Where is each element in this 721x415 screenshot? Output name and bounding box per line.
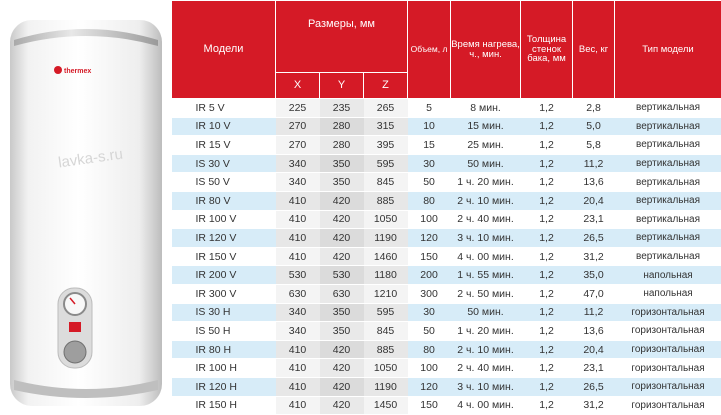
cell-model: IR 100 V xyxy=(172,210,276,229)
table-row xyxy=(172,117,721,136)
indicator-light-icon xyxy=(69,322,81,332)
cell-model: IR 120 H xyxy=(172,377,276,396)
cell-wall-thickness: 1,2 xyxy=(521,210,573,229)
cell-volume: 100 xyxy=(408,359,451,378)
header-x: X xyxy=(276,73,320,99)
cell-x: 410 xyxy=(276,210,320,229)
cell-x: 340 xyxy=(276,303,320,322)
cell-model: IS 50 V xyxy=(172,173,276,192)
spec-table xyxy=(171,0,721,415)
table-row xyxy=(172,266,721,285)
cell-heating-time: 2 ч. 10 мин. xyxy=(451,191,521,210)
cell-heating-time: 25 мин. xyxy=(451,136,521,155)
cell-volume: 100 xyxy=(408,210,451,229)
cell-type: горизонтальная xyxy=(615,303,721,322)
cell-wall-thickness: 1,2 xyxy=(521,266,573,285)
cell-type: горизонтальная xyxy=(615,322,721,341)
cell-type: вертикальная xyxy=(615,229,721,248)
cell-y: 350 xyxy=(320,173,364,192)
cell-y: 350 xyxy=(320,303,364,322)
cell-model: IS 30 V xyxy=(172,154,276,173)
cell-model: IR 5 V xyxy=(172,99,276,118)
cell-type: горизонтальная xyxy=(615,396,721,415)
cell-z: 1460 xyxy=(364,247,408,266)
cell-y: 420 xyxy=(320,247,364,266)
table-header xyxy=(172,1,721,99)
cell-z: 1050 xyxy=(364,359,408,378)
cell-y: 280 xyxy=(320,117,364,136)
cell-weight: 20,4 xyxy=(573,191,615,210)
cell-type: вертикальная xyxy=(615,136,721,155)
cell-x: 340 xyxy=(276,173,320,192)
cell-volume: 15 xyxy=(408,136,451,155)
cell-heating-time: 1 ч. 55 мин. xyxy=(451,266,521,285)
cell-weight: 35,0 xyxy=(573,266,615,285)
table-row xyxy=(172,247,721,266)
cell-x: 410 xyxy=(276,340,320,359)
cell-y: 235 xyxy=(320,99,364,118)
table-row xyxy=(172,229,721,248)
cell-y: 420 xyxy=(320,210,364,229)
cell-model: IR 300 V xyxy=(172,284,276,303)
cell-z: 315 xyxy=(364,117,408,136)
cell-z: 1190 xyxy=(364,229,408,248)
cell-x: 410 xyxy=(276,396,320,415)
table-row xyxy=(172,136,721,155)
cell-y: 420 xyxy=(320,229,364,248)
cell-type: горизонтальная xyxy=(615,377,721,396)
table-body xyxy=(172,99,721,415)
cell-volume: 50 xyxy=(408,322,451,341)
cell-wall-thickness: 1,2 xyxy=(521,173,573,192)
header-heating-time: Время нагрева, ч., мин. xyxy=(451,1,521,99)
cell-type: горизонтальная xyxy=(615,340,721,359)
cell-x: 225 xyxy=(276,99,320,118)
cell-x: 340 xyxy=(276,322,320,341)
table-row xyxy=(172,173,721,192)
cell-wall-thickness: 1,2 xyxy=(521,154,573,173)
table-row xyxy=(172,340,721,359)
cell-z: 595 xyxy=(364,154,408,173)
cell-model: IR 150 H xyxy=(172,396,276,415)
cell-weight: 26,5 xyxy=(573,377,615,396)
watermark: lavka-s.ru xyxy=(57,146,124,172)
cell-type: вертикальная xyxy=(615,210,721,229)
cell-volume: 30 xyxy=(408,154,451,173)
header-dimensions: Размеры, мм xyxy=(276,1,408,73)
cell-volume: 150 xyxy=(408,247,451,266)
cell-weight: 2,8 xyxy=(573,99,615,118)
cell-weight: 11,2 xyxy=(573,154,615,173)
table-row xyxy=(172,396,721,415)
cell-weight: 20,4 xyxy=(573,340,615,359)
cell-wall-thickness: 1,2 xyxy=(521,247,573,266)
cell-wall-thickness: 1,2 xyxy=(521,191,573,210)
cell-model: IS 50 H xyxy=(172,322,276,341)
table-row xyxy=(172,359,721,378)
cell-y: 420 xyxy=(320,191,364,210)
cell-x: 270 xyxy=(276,136,320,155)
table-row xyxy=(172,191,721,210)
cell-wall-thickness: 1,2 xyxy=(521,322,573,341)
cell-heating-time: 2 ч. 50 мин. xyxy=(451,284,521,303)
cell-wall-thickness: 1,2 xyxy=(521,99,573,118)
cell-z: 1190 xyxy=(364,377,408,396)
cell-heating-time: 3 ч. 10 мин. xyxy=(451,229,521,248)
cell-type: горизонтальная xyxy=(615,359,721,378)
cell-type: напольная xyxy=(615,266,721,285)
cell-volume: 150 xyxy=(408,396,451,415)
cell-z: 595 xyxy=(364,303,408,322)
cell-weight: 11,2 xyxy=(573,303,615,322)
cell-volume: 5 xyxy=(408,99,451,118)
cell-y: 420 xyxy=(320,396,364,415)
cell-volume: 200 xyxy=(408,266,451,285)
cell-wall-thickness: 1,2 xyxy=(521,340,573,359)
cell-z: 1210 xyxy=(364,284,408,303)
cell-volume: 50 xyxy=(408,173,451,192)
cell-model: IR 100 H xyxy=(172,359,276,378)
cell-model: IR 120 V xyxy=(172,229,276,248)
cell-weight: 5,8 xyxy=(573,136,615,155)
cell-y: 420 xyxy=(320,377,364,396)
cell-volume: 80 xyxy=(408,340,451,359)
cell-x: 530 xyxy=(276,266,320,285)
cell-z: 1450 xyxy=(364,396,408,415)
cell-y: 420 xyxy=(320,359,364,378)
cell-y: 280 xyxy=(320,136,364,155)
cell-heating-time: 2 ч. 10 мин. xyxy=(451,340,521,359)
cell-weight: 13,6 xyxy=(573,173,615,192)
cell-model: IR 80 V xyxy=(172,191,276,210)
cell-wall-thickness: 1,2 xyxy=(521,396,573,415)
cell-weight: 26,5 xyxy=(573,229,615,248)
cell-model: IR 150 V xyxy=(172,247,276,266)
cell-z: 885 xyxy=(364,191,408,210)
cell-heating-time: 50 мин. xyxy=(451,303,521,322)
header-volume: Объем, л xyxy=(408,1,451,99)
cell-type: напольная xyxy=(615,284,721,303)
cell-heating-time: 1 ч. 20 мин. xyxy=(451,322,521,341)
cell-wall-thickness: 1,2 xyxy=(521,117,573,136)
cell-z: 1050 xyxy=(364,210,408,229)
cell-z: 265 xyxy=(364,99,408,118)
cell-model: IR 15 V xyxy=(172,136,276,155)
cell-x: 630 xyxy=(276,284,320,303)
cell-heating-time: 50 мин. xyxy=(451,154,521,173)
cell-y: 350 xyxy=(320,322,364,341)
cell-heating-time: 1 ч. 20 мин. xyxy=(451,173,521,192)
cell-type: вертикальная xyxy=(615,117,721,136)
cell-heating-time: 2 ч. 40 мин. xyxy=(451,359,521,378)
cell-model: IR 80 H xyxy=(172,340,276,359)
water-heater-image xyxy=(0,0,172,406)
cell-weight: 13,6 xyxy=(573,322,615,341)
table-row xyxy=(172,210,721,229)
cell-wall-thickness: 1,2 xyxy=(521,303,573,322)
cell-y: 350 xyxy=(320,154,364,173)
table-row xyxy=(172,154,721,173)
cell-z: 1180 xyxy=(364,266,408,285)
cell-y: 420 xyxy=(320,340,364,359)
cell-type: вертикальная xyxy=(615,99,721,118)
cell-z: 845 xyxy=(364,173,408,192)
header-wall-thickness: Толщина стенок бака, мм xyxy=(521,1,573,99)
thermostat-knob-icon xyxy=(64,341,86,363)
cell-x: 270 xyxy=(276,117,320,136)
header-type: Тип модели xyxy=(615,1,721,99)
cell-volume: 120 xyxy=(408,229,451,248)
cell-volume: 120 xyxy=(408,377,451,396)
cell-type: вертикальная xyxy=(615,154,721,173)
water-heater-illustration xyxy=(0,0,172,406)
cell-heating-time: 4 ч. 00 мин. xyxy=(451,247,521,266)
cell-y: 530 xyxy=(320,266,364,285)
table-row xyxy=(172,303,721,322)
cell-wall-thickness: 1,2 xyxy=(521,377,573,396)
cell-type: вертикальная xyxy=(615,247,721,266)
cell-volume: 300 xyxy=(408,284,451,303)
cell-y: 630 xyxy=(320,284,364,303)
cell-weight: 47,0 xyxy=(573,284,615,303)
cell-heating-time: 2 ч. 40 мин. xyxy=(451,210,521,229)
table-row xyxy=(172,377,721,396)
cell-x: 410 xyxy=(276,229,320,248)
cell-model: IR 200 V xyxy=(172,266,276,285)
cell-model: IS 30 H xyxy=(172,303,276,322)
brand-logo-text: thermex xyxy=(64,68,91,75)
cell-weight: 23,1 xyxy=(573,359,615,378)
table-row xyxy=(172,284,721,303)
table-row xyxy=(172,322,721,341)
cell-heating-time: 15 мин. xyxy=(451,117,521,136)
cell-wall-thickness: 1,2 xyxy=(521,284,573,303)
cell-model: IR 10 V xyxy=(172,117,276,136)
header-y: Y xyxy=(320,73,364,99)
cell-volume: 30 xyxy=(408,303,451,322)
cell-z: 845 xyxy=(364,322,408,341)
cell-x: 410 xyxy=(276,191,320,210)
cell-weight: 31,2 xyxy=(573,396,615,415)
header-weight: Вес, кг xyxy=(573,1,615,99)
cell-wall-thickness: 1,2 xyxy=(521,359,573,378)
cell-x: 410 xyxy=(276,377,320,396)
header-z: Z xyxy=(364,73,408,99)
cell-wall-thickness: 1,2 xyxy=(521,136,573,155)
cell-heating-time: 8 мин. xyxy=(451,99,521,118)
cell-weight: 23,1 xyxy=(573,210,615,229)
cell-heating-time: 3 ч. 10 мин. xyxy=(451,377,521,396)
cell-weight: 5,0 xyxy=(573,117,615,136)
cell-type: вертикальная xyxy=(615,173,721,192)
brand-logo-mark xyxy=(54,66,62,74)
cell-x: 340 xyxy=(276,154,320,173)
header-model: Модели xyxy=(172,1,276,99)
cell-x: 410 xyxy=(276,359,320,378)
cell-z: 395 xyxy=(364,136,408,155)
cell-volume: 80 xyxy=(408,191,451,210)
cell-z: 885 xyxy=(364,340,408,359)
table-row xyxy=(172,99,721,118)
cell-volume: 10 xyxy=(408,117,451,136)
cell-type: вертикальная xyxy=(615,191,721,210)
cell-weight: 31,2 xyxy=(573,247,615,266)
cell-wall-thickness: 1,2 xyxy=(521,229,573,248)
cell-x: 410 xyxy=(276,247,320,266)
cell-heating-time: 4 ч. 00 мин. xyxy=(451,396,521,415)
